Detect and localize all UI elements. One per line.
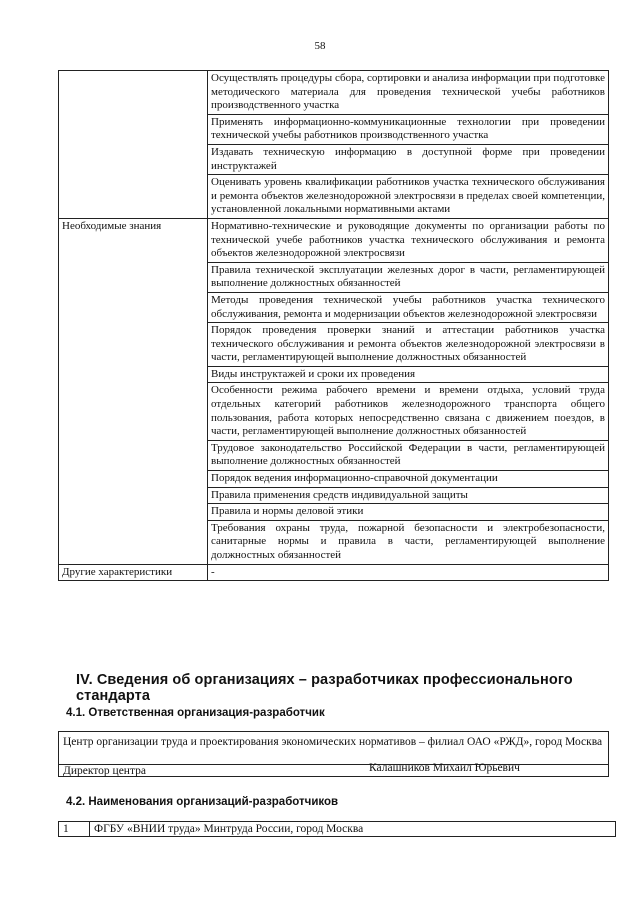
knowledge-item: Правила применения средств индивидуальной защиты	[208, 487, 609, 504]
table-row	[59, 564, 609, 580]
knowledge-item: Порядок проведения проверки знаний и аттестации работников участка технического обслуживания и ремонта объектов железнодорожной электросвязи в части, регламентирующей выполнение должностных обязанностей	[208, 323, 609, 367]
knowledge-label: Необходимые знания	[59, 218, 208, 564]
knowledge-skills-table	[58, 70, 609, 581]
developer-name: ФГБУ «ВНИИ труда» Минтруда России, город Москва	[90, 822, 616, 837]
table-row	[59, 822, 616, 837]
skill-item: Осуществлять процедуры сбора, сортировки и анализа информации при подготовке методического материала для проведения технической учебы работников производственного участка	[208, 71, 609, 115]
developers-table	[58, 821, 616, 837]
section-title: IV. Сведения об организациях – разработчиках профессионального стандарта	[76, 672, 573, 704]
knowledge-item: Особенности режима рабочего времени и времени отдыха, условий труда отдельных категорий работников железнодорожного транспорта общего пользования, работа которых непосредственно связана с движением поездов, в части, регламентирующей выполнение должностных обязанностей	[208, 383, 609, 440]
knowledge-item: Требования охраны труда, пожарной безопасности и электробезопасности, санитарные нормы и правила в части, регламентирующей выполнение должностных обязанностей	[208, 520, 609, 564]
responsible-org-heading: 4.1. Ответственная организация-разработчик	[66, 707, 325, 719]
skill-item: Оценивать уровень квалификации работников участка технического обслуживания и ремонта объектов железнодорожной электросвязи в пределах своей компетенции, установленной локальными нормативными актами	[208, 175, 609, 219]
director-name: Калашников Михаил Юрьевич	[369, 762, 520, 774]
knowledge-item: Виды инструктажей и сроки их проведения	[208, 366, 609, 383]
table-row	[59, 218, 609, 262]
page-number: 58	[314, 40, 326, 52]
knowledge-item: Методы проведения технической учебы работников участка технического обслуживания, ремонта и модернизации объектов железнодорожной электросвязи	[208, 292, 609, 322]
table-row	[59, 71, 609, 115]
skill-item: Применять информационно-коммуникационные технологии при проведении технической учебы работников производственного участка	[208, 114, 609, 144]
skills-label-cell	[59, 71, 208, 219]
knowledge-item: Правила технической эксплуатации железных дорог в части, регламентирующей выполнение должностных обязанностей	[208, 262, 609, 292]
knowledge-item: Правила и нормы деловой этики	[208, 504, 609, 521]
developer-number: 1	[59, 822, 90, 837]
knowledge-item: Нормативно-технические и руководящие документы по организации работы по технической учебе работников участка технического обслуживания и ремонта объектов железнодорожной электросвязи	[208, 218, 609, 262]
knowledge-item: Трудовое законодательство Российской Федерации в части, регламентирующей выполнение должностных обязанностей	[208, 440, 609, 470]
other-characteristics-label: Другие характеристики	[59, 564, 208, 580]
responsible-org-box	[58, 731, 609, 777]
other-characteristics-value: -	[208, 564, 609, 580]
developers-heading: 4.2. Наименования организаций-разработчиков	[66, 796, 339, 808]
knowledge-item: Порядок ведения информационно-справочной документации	[208, 471, 609, 488]
responsible-org-name: Центр организации труда и проектирования экономических нормативов – филиал ОАО «РЖД», город Москва	[63, 736, 603, 748]
skill-item: Издавать техническую информацию в доступной форме при проведении инструктажей	[208, 144, 609, 174]
director-position: Директор центра	[63, 765, 146, 777]
